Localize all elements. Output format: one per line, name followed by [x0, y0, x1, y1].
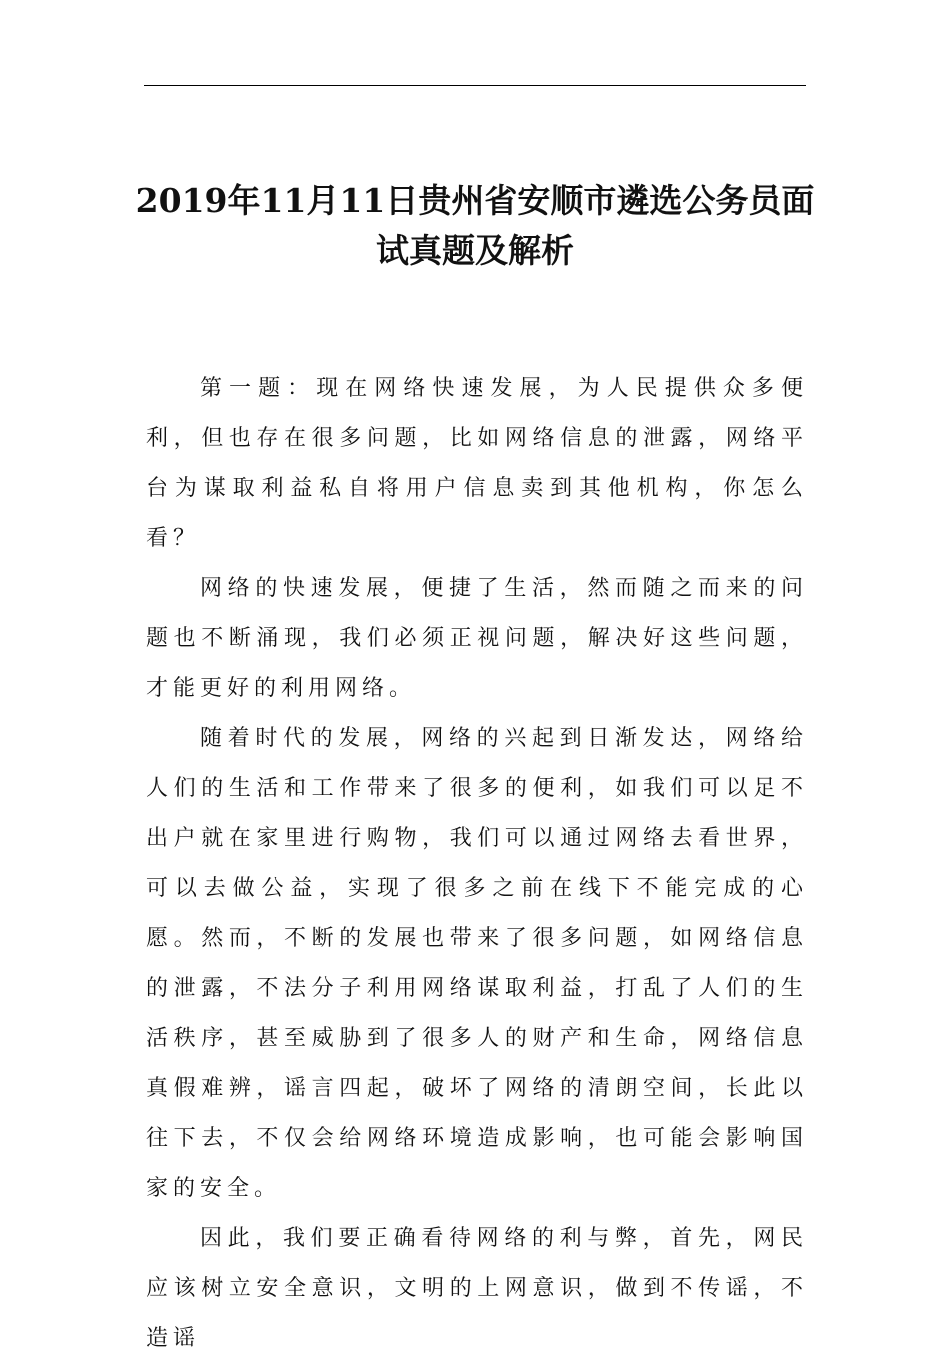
paragraph-analysis: 随着时代的发展，网络的兴起到日渐发达，网络给人们的生活和工作带来了很多的便利，如我们可以足不出户就在家里进行购物，我们可以通过网络去看世界，可以去做公益，实现了很多之前在线下不能完成的心愿。然而，不断的发展也带来了很多问题，如网络信息的泄露，不法分子利用网络谋取利益，打乱了人们的生活秩序，甚至威胁到了很多人的财产和生命，网络信息真假难辨，谣言四起，破坏了网络的清朗空间，长此以往下去，不仅会给网络环境造成影响，也可能会影响国家的安全。 [146, 726, 808, 1201]
document-body [146, 364, 808, 1364]
header-rule [144, 85, 806, 86]
paragraph-question: 第一题：现在网络快速发展，为人民提供众多便利，但也存在很多问题，比如网络信息的泄露，网络平台为谋取利益私自将用户信息卖到其他机构，你怎么看？ [146, 376, 808, 551]
paragraph-intro: 网络的快速发展，便捷了生活，然而随之而来的问题也不断涌现，我们必须正视问题，解决好这些问题，才能更好的利用网络。 [146, 576, 808, 701]
paragraph-solution: 因此，我们要正确看待网络的利与弊，首先，网民应该树立安全意识，文明的上网意识，做到不传谣，不造谣 [146, 1226, 808, 1351]
page-title: 2019年11月11日贵州省安顺市遴选公务员面试真题及解析 [135, 181, 815, 270]
